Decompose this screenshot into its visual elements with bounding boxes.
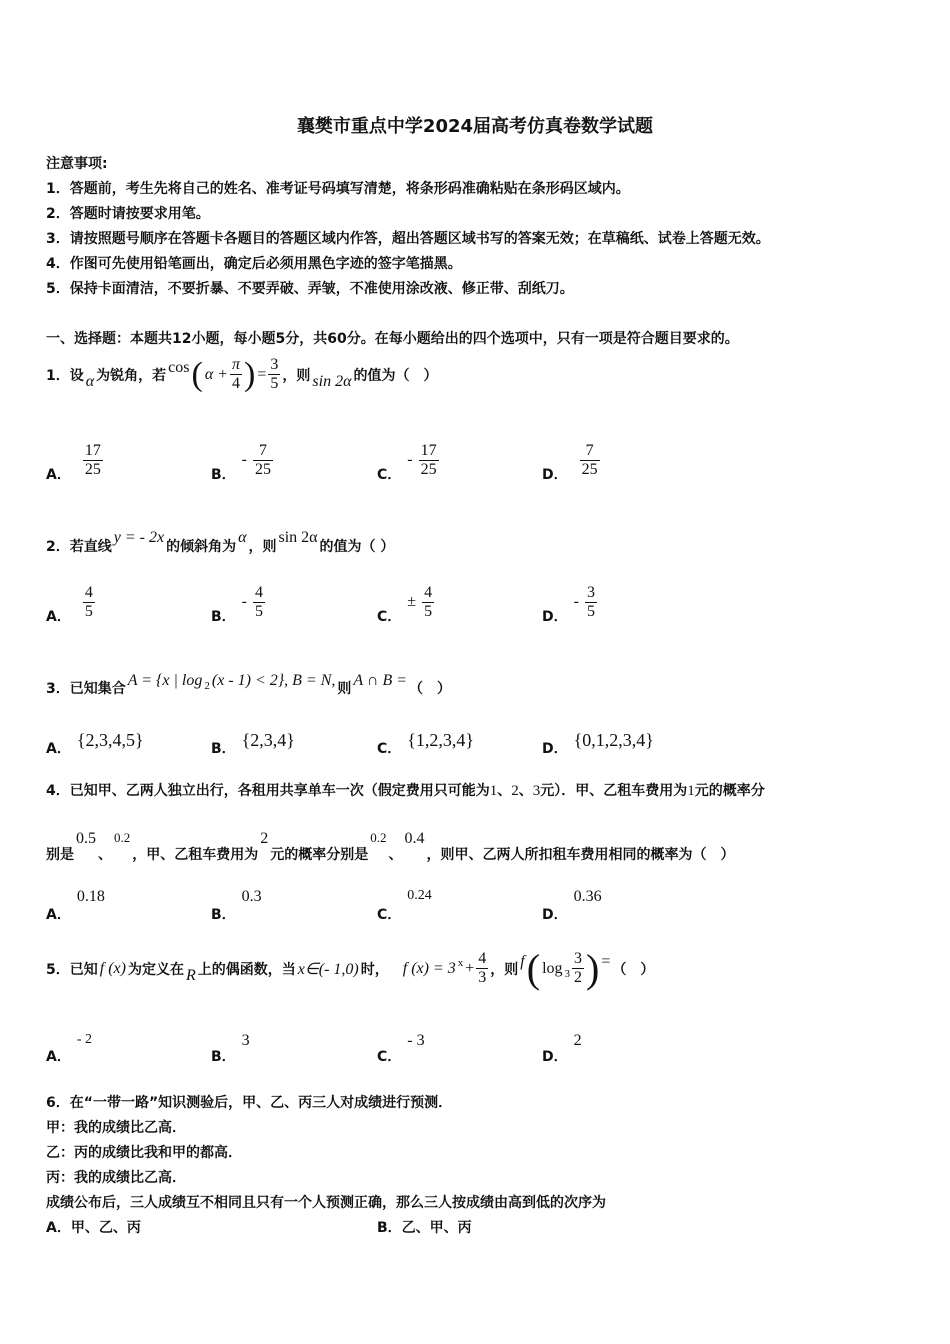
notice-heading: 注意事项: [46, 156, 108, 172]
q6-statement-bing: 丙：我的成绩比乙高． [46, 1170, 186, 1186]
q2-option-b[interactable]: B． - $\frac{4}{5}$ [211, 583, 263, 625]
q5-option-a[interactable]: A． - 2 [46, 1032, 93, 1065]
question-1: 1．设 α 为锐角，若 cos ( α + $\frac{\pi}{4}$ ) = $\frac{3}{5}$ ，则 sin 2α 的值为（ ） [46, 355, 438, 393]
q4-option-c[interactable]: C． 0.24 [377, 888, 432, 923]
q3-option-b[interactable]: B． {2,3,4} [211, 729, 295, 757]
q6-statement-jia: 甲：我的成绩比乙高． [46, 1120, 186, 1136]
question-5: 5．已知 f (x) 为定义在 R 上的偶函数，当 x∈(- 1,0) 时， f (x) = 3 x + $\frac{4}{3}$ ，则 f ( log 3 $\frac{3}{2}$ ) = （ ） [46, 945, 655, 991]
q6-statement-yi: 乙：丙的成绩比我和甲的都高． [46, 1145, 242, 1161]
question-4-line-2: 别是 0.5 、 0.2 ，甲、乙租车费用为 2 元的概率分别是 0.2 、 0.4 ，则甲、乙两人所扣租车费用相同的概率为（ ） [46, 830, 735, 863]
question-4-line-1: 4．已知甲、乙两人独立出行，各租用共享单车一次（假定费用只可能为 1 、 2 、 3 元）．甲、乙租车费用为 1 元的概率分 [46, 783, 765, 799]
q6-option-a[interactable]: A．甲、乙、丙 [46, 1220, 141, 1236]
q6-option-b[interactable]: B．乙、甲、丙 [377, 1220, 472, 1236]
q3-option-a[interactable]: A． {2,3,4,5} [46, 729, 144, 757]
q2-option-a[interactable]: A． $\frac{4}{5}$ [46, 583, 93, 625]
fraction: $\frac{3}{5}$ [270, 356, 279, 392]
q1-option-a[interactable]: A． $\frac{17}{25}$ [46, 441, 101, 483]
notice-item: 4．作图可先使用铅笔画出，确定后必须用黑色字迹的签字笔描黑。 [46, 256, 462, 272]
notice-item: 5．保持卡面清洁，不要折暴、不要弄破、弄皱，不准使用涂改液、修正带、刮纸刀。 [46, 281, 574, 297]
question-3: 3．已知集合 A = {x | log 2 (x - 1) < 2}, B = N, 则 A ∩ B = （ ） [46, 672, 452, 697]
q3-option-c[interactable]: C． {1,2,3,4} [377, 729, 475, 757]
q3-option-d[interactable]: D． {0,1,2,3,4} [542, 729, 654, 757]
fraction: $\frac{\pi}{4}$ [232, 356, 241, 392]
notice-item: 3．请按照题号顺序在答题卡各题目的答题区域内作答，超出答题区域书写的答案无效；在草稿纸、试卷上答题无效。 [46, 231, 770, 247]
q5-option-b[interactable]: B． 3 [211, 1032, 250, 1065]
q4-option-d[interactable]: D． 0.36 [542, 888, 602, 923]
q4-option-b[interactable]: B． 0.3 [211, 888, 262, 923]
q1-option-b[interactable]: B． - $\frac{7}{25}$ [211, 441, 271, 483]
q2-option-c[interactable]: C． ± $\frac{4}{5}$ [377, 583, 433, 625]
question-6-stem: 6．在“一带一路”知识测验后，甲、乙、丙三人对成绩进行预测． [46, 1095, 453, 1111]
notice-item: 1．答题前，考生先将自己的姓名、准考证号码填写清楚，将条形码准确粘贴在条形码区域内。 [46, 181, 630, 197]
page-title: 襄樊市重点中学2024届高考仿真卷数学试题 [296, 116, 654, 137]
q6-question: 成绩公布后，三人成绩互不相同且只有一个人预测正确，那么三人按成绩由高到低的次序为 [46, 1195, 606, 1211]
q5-option-d[interactable]: D． 2 [542, 1032, 582, 1065]
q1-option-c[interactable]: C． - $\frac{17}{25}$ [377, 441, 437, 483]
q5-option-c[interactable]: C． - 3 [377, 1032, 425, 1065]
question-2: 2．若直线 y = - 2x 的倾斜角为 α ，则 sin 2α 的值为（ ） [46, 529, 395, 555]
section-heading: 一、选择题：本题共12小题，每小题5分，共60分。在每小题给出的四个选项中，只有一项是符合题目要求的。 [46, 331, 739, 347]
notice-item: 2．答题时请按要求用笔。 [46, 206, 210, 222]
q2-option-d[interactable]: D． - $\frac{3}{5}$ [542, 583, 595, 625]
q4-option-a[interactable]: A． 0.18 [46, 888, 105, 923]
q1-option-d[interactable]: D． $\frac{7}{25}$ [542, 441, 598, 483]
